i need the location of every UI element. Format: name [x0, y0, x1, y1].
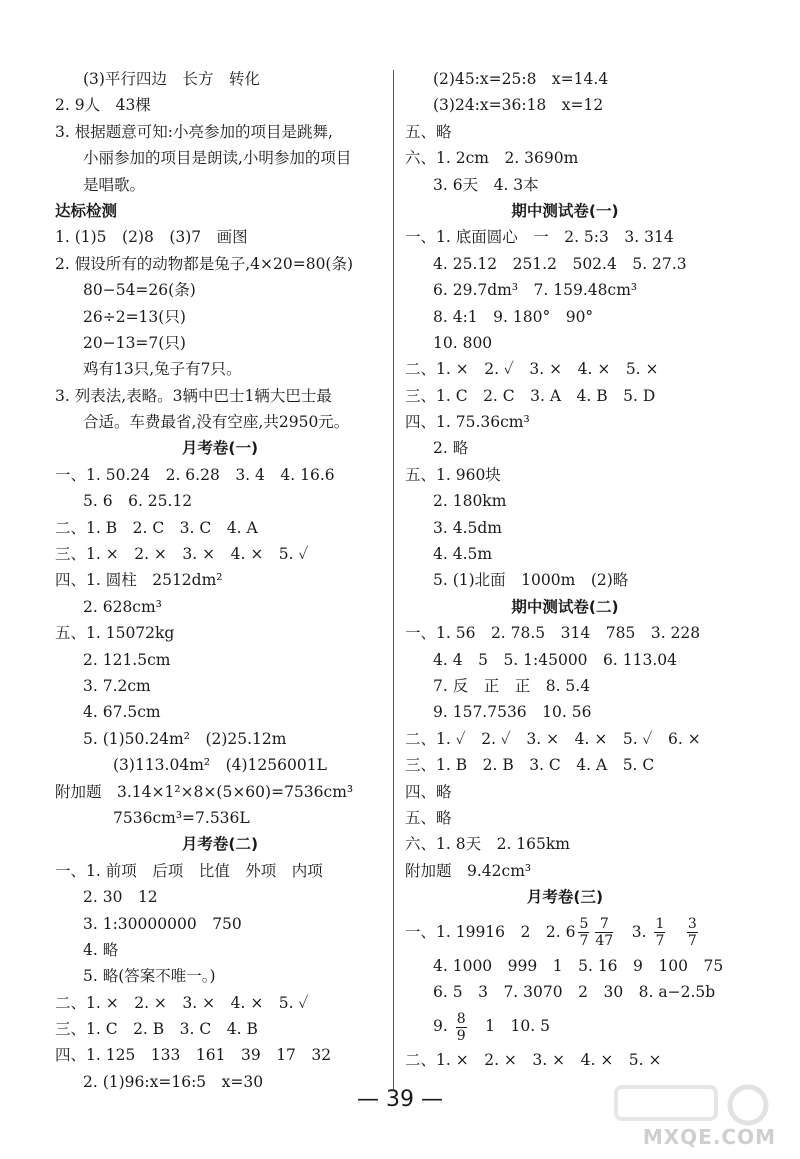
section-heading: 期中测试卷(一) — [511, 201, 619, 220]
answer-column-right — [405, 66, 725, 1074]
answer-line: 2. 121.5cm — [83, 650, 171, 669]
answer-line: (2)45:x=25:8 x=14.4 — [433, 70, 609, 88]
fraction-numerator: 5 — [579, 916, 589, 932]
answer-line: 三、1. × 2. × 3. × 4. × 5. ✓ — [55, 545, 309, 564]
fraction — [578, 916, 589, 949]
answer-text: 9. — [433, 1017, 453, 1036]
answer-line: 二、1. × 2. ✓ 3. × 4. × 5. × — [405, 360, 659, 379]
answer-line: 五、略 — [405, 808, 452, 827]
fraction — [456, 1011, 467, 1044]
answer-line: 10. 800 — [433, 333, 493, 352]
answer-line: 9. 157.7536 10. 56 — [433, 703, 592, 722]
page-number: — 39 — — [357, 1087, 443, 1112]
answer-line: 2. 30 12 — [83, 888, 158, 907]
fraction — [595, 916, 613, 949]
answer-line: 5. (1)50.24m² (2)25.12m — [83, 729, 287, 748]
answer-line: 5. 6 6. 25.12 — [83, 492, 193, 511]
answer-line: 六、1. 2cm 2. 3690m — [405, 149, 579, 168]
answer-line: 二、1. × 2. × 3. × 4. × 5. ✓ — [55, 993, 309, 1012]
answer-line: 2. 180km — [433, 492, 507, 511]
answer-line: 三、1. B 2. B 3. C 4. A 5. C — [405, 756, 655, 775]
answer-line: 合适。车费最省,没有空座,共2950元。 — [83, 413, 350, 432]
answer-line: 2. (1)96:x=16:5 x=30 — [83, 1072, 264, 1091]
answer-line: 5. 略(答案不唯一。) — [83, 967, 216, 986]
fraction-numerator: 8 — [456, 1010, 466, 1027]
answer-line: 3. 4.5dm — [433, 518, 502, 537]
answer-line: 2. 略 — [433, 439, 469, 458]
answer-line: 二、1. ✓ 2. ✓ 3. × 4. × 5. ✓ 6. × — [405, 729, 701, 748]
answer-line: 一、1. 前项 后项 比值 外项 内项 — [55, 861, 323, 880]
fraction-denominator: 7 — [579, 933, 589, 949]
answer-line — [405, 1005, 725, 1047]
answer-line: 80−54=26(条) — [83, 281, 196, 300]
column-divider — [393, 70, 394, 1090]
answer-line: 六、1. 8天 2. 165km — [405, 835, 570, 854]
answer-line: 三、1. C 2. C 3. A 4. B 5. D — [405, 386, 656, 405]
fraction — [654, 916, 665, 949]
answer-line: 26÷2=13(只) — [83, 307, 186, 326]
answer-text — [668, 923, 684, 941]
answer-line: 7. 反 正 正 8. 5.4 — [433, 676, 591, 695]
fraction-denominator: 47 — [595, 933, 614, 949]
answer-line: 2. 628cm³ — [83, 597, 162, 616]
answer-line: 五、1. 960块 — [405, 465, 501, 484]
section-heading: 达标检测 — [55, 201, 118, 220]
section-heading: 月考卷(三) — [526, 888, 604, 907]
section-heading: 月考卷(一) — [181, 439, 259, 458]
answer-column-left — [55, 66, 385, 1095]
answer-text: 3. — [616, 922, 652, 941]
answer-line: 二、1. × 2. × 3. × 4. × 5. × — [405, 1051, 662, 1070]
answer-line: 五、1. 15072kg — [55, 624, 175, 643]
answer-line: 是唱歌。 — [83, 175, 146, 194]
fraction-denominator: 9 — [456, 1027, 466, 1044]
answer-line: 五、略 — [405, 122, 452, 141]
answer-line: 4. 略 — [83, 940, 119, 959]
answer-line: 7536cm³=7.536L — [113, 808, 250, 827]
answer-line: 小丽参加的项目是朗读,小明参加的项目 — [83, 149, 352, 168]
answer-line: 6. 29.7dm³ 7. 159.48cm³ — [433, 281, 638, 300]
answer-line: 鸡有13只,兔子有7只。 — [83, 360, 242, 379]
answer-line: 4. 1000 999 1 5. 16 9 100 75 — [433, 956, 724, 975]
answer-line: 8. 4:1 9. 180° 90° — [433, 307, 594, 326]
answer-line: 2. 9人 43棵 — [55, 96, 151, 115]
section-heading: 月考卷(二) — [181, 835, 259, 854]
answer-line: 一、1. 50.24 2. 6.28 3. 4 4. 16.6 — [55, 465, 335, 484]
answer-line — [405, 911, 725, 953]
answer-text: 1 10. 5 — [469, 1017, 550, 1036]
answer-line: (3)24:x=36:18 x=12 — [433, 96, 604, 115]
fraction-numerator: 7 — [595, 916, 613, 933]
answer-line: 3. 1:30000000 750 — [83, 914, 242, 933]
fraction — [687, 916, 698, 949]
answer-line: 4. 4 5 5. 1:45000 6. 113.04 — [433, 650, 677, 669]
watermark-text: MXQE.COM — [642, 1125, 776, 1149]
answer-line: 4. 25.12 251.2 502.4 5. 27.3 — [433, 254, 687, 273]
answer-line: 1. (1)5 (2)8 (3)7 画图 — [55, 228, 248, 247]
answer-line: 20−13=7(只) — [83, 333, 186, 352]
answer-line: (3)平行四边 长方 转化 — [83, 70, 260, 88]
answer-line: 四、略 — [405, 782, 452, 801]
answer-line: 四、1. 75.36cm³ — [405, 413, 530, 432]
answer-line: 3. 列表法,表略。3辆中巴士1辆大巴士最 — [55, 386, 332, 405]
answer-line: 附加题 3.14×1²×8×(5×60)=7536cm³ — [55, 782, 354, 801]
fraction-denominator: 7 — [687, 933, 697, 949]
answer-line: 一、1. 底面圆心 一 2. 5:3 3. 314 — [405, 228, 674, 247]
answer-line: 5. (1)北面 1000m (2)略 — [433, 571, 629, 590]
answer-line: 3. 6天 4. 3本 — [433, 175, 539, 194]
answer-line: 一、1. 56 2. 78.5 314 785 3. 228 — [405, 624, 701, 643]
answer-line: 3. 7.2cm — [83, 676, 151, 695]
answer-line: 3. 根据题意可知:小亮参加的项目是跳舞, — [55, 122, 333, 141]
answer-line: 三、1. C 2. B 3. C 4. B — [55, 1020, 258, 1039]
answer-text: 一、1. 19916 2 2. 6 — [405, 922, 576, 941]
answer-line: 4. 4.5m — [433, 545, 493, 564]
answer-line: 二、1. B 2. C 3. C 4. A — [55, 518, 258, 537]
fraction-numerator: 3 — [687, 916, 697, 932]
answer-line: 附加题 9.42cm³ — [405, 861, 532, 880]
answer-line: (3)113.04m² (4)1256001L — [113, 756, 327, 775]
answer-line: 6. 5 3 7. 3070 2 30 8. a−2.5b — [433, 982, 716, 1001]
fraction-numerator: 1 — [655, 916, 665, 932]
fraction-denominator: 7 — [655, 933, 665, 949]
answer-line: 四、1. 圆柱 2512dm² — [55, 571, 223, 590]
answer-line: 2. 假设所有的动物都是兔子,4×20=80(条) — [55, 254, 354, 273]
section-heading: 期中测试卷(二) — [511, 597, 619, 616]
answer-line: 4. 67.5cm — [83, 703, 161, 722]
answer-line: 四、1. 125 133 161 39 17 32 — [55, 1046, 332, 1065]
